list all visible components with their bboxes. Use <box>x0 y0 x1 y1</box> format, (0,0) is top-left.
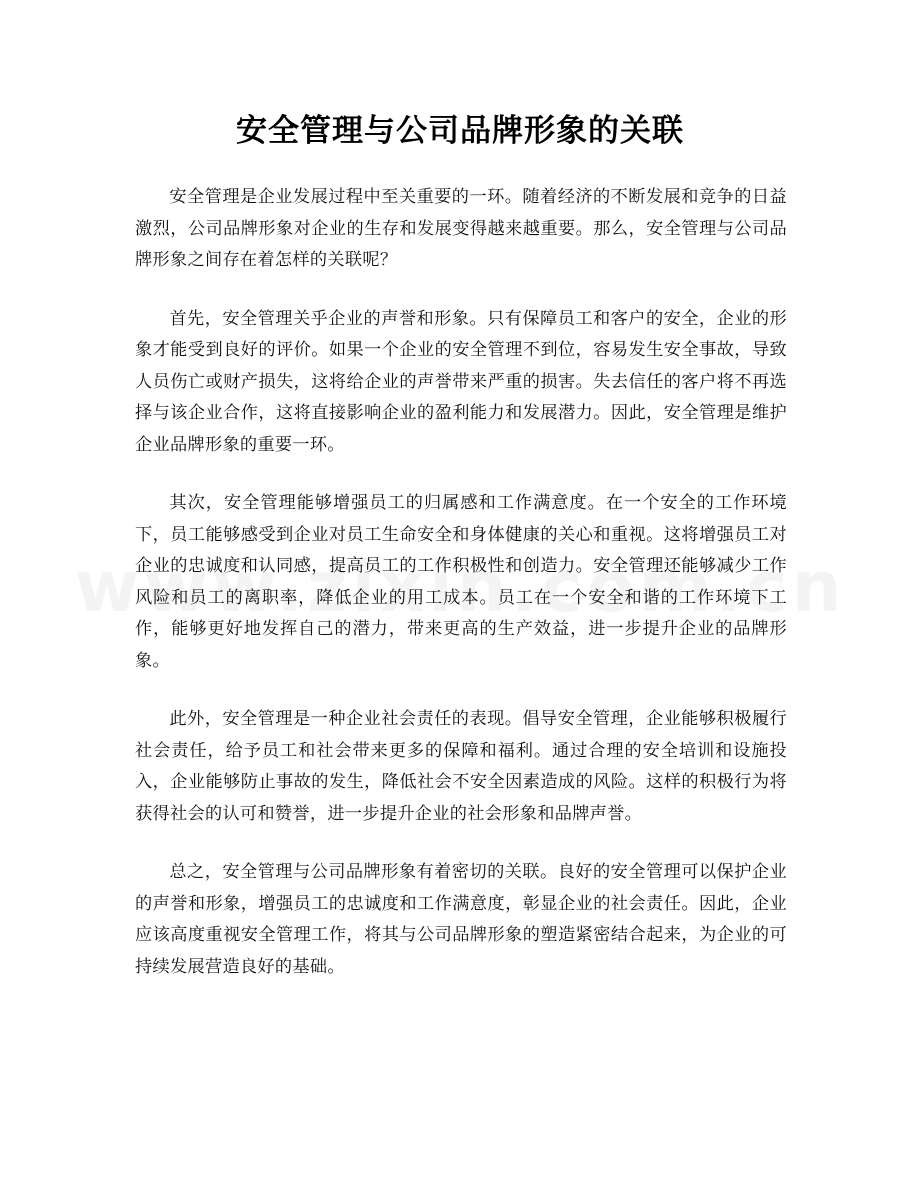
document-title: 安全管理与公司品牌形象的关联 <box>236 113 684 149</box>
paragraph-intro: 安全管理是企业发展过程中至关重要的一环。随着经济的不断发展和竞争的日益激烈，公司品牌形象对企业的生存和发展变得越来越重要。那么，安全管理与公司品牌形象之间存在着怎样的关联呢？ <box>135 187 787 270</box>
paragraph-employee-satisfaction: 其次，安全管理能够增强员工的归属感和工作满意度。在一个安全的工作环境下，员工能够感受到企业对员工生命安全和身体健康的关心和重视。这将增强员工对企业的忠诚度和认同感，提高员工的工作积极性和创造力。安全管理还能够减少工作风险和员工的离职率，降低企业的用工成本。员工在一个安全和谐的工作环境下工作，能够更好地发挥自己的潜力，带来更高的生产效益，进一步提升企业的品牌形象。 <box>135 493 787 671</box>
document-body <box>135 182 787 1010</box>
paragraph-conclusion: 总之，安全管理与公司品牌形象有着密切的关联。良好的安全管理可以保护企业的声誉和形象，增强员工的忠诚度和工作满意度，彰显企业的社会责任。因此，企业应该高度重视安全管理工作，将其与公司品牌形象的塑造紧密结合起来，为企业的可持续发展营造良好的基础。 <box>135 862 787 977</box>
paragraph-reputation: 首先，安全管理关乎企业的声誉和形象。只有保障员工和客户的安全，企业的形象才能受到良好的评价。如果一个企业的安全管理不到位，容易发生安全事故，导致人员伤亡或财产损失，这将给企业的声誉带来严重的损害。失去信任的客户将不再选择与该企业合作，这将直接影响企业的盈利能力和发展潜力。因此，安全管理是维护企业品牌形象的重要一环。 <box>135 308 787 455</box>
paragraph-social-responsibility: 此外，安全管理是一种企业社会责任的表现。倡导安全管理，企业能够积极履行社会责任，给予员工和社会带来更多的保障和福利。通过合理的安全培训和设施投入，企业能够防止事故的发生，降低社会不安全因素造成的风险。这样的积极行为将获得社会的认可和赞誉，进一步提升企业的社会形象和品牌声誉。 <box>135 709 787 824</box>
